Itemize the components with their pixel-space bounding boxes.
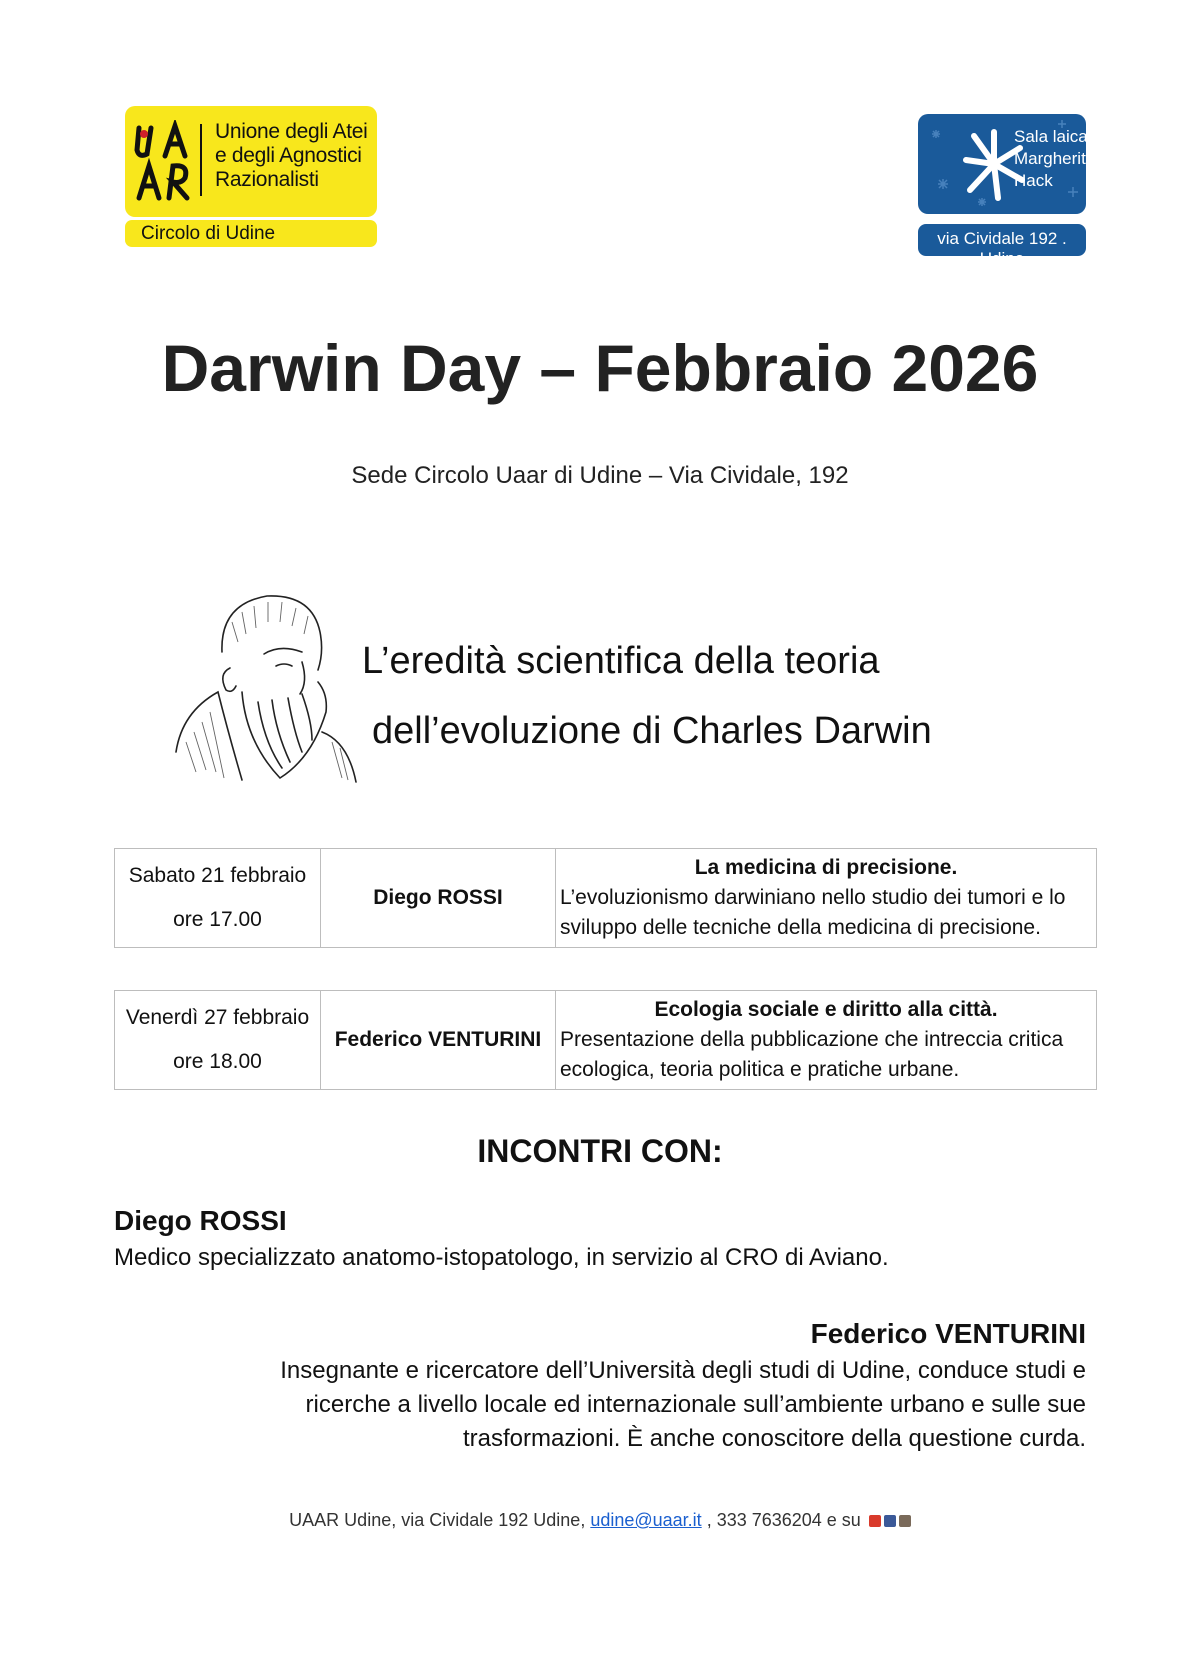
event-date-cell: [115, 991, 321, 1090]
event-topic-cell: [556, 849, 1097, 948]
footer-address: UAAR Udine, via Cividale 192 Udine,: [289, 1510, 591, 1530]
event-date: Venerdì 27 febbraio: [125, 1006, 310, 1029]
sala-address: via Cividale 192 . Udine: [937, 229, 1067, 268]
speaker-2-name: Federico VENTURINI: [810, 1318, 1086, 1349]
facebook-icon[interactable]: [884, 1515, 896, 1527]
speaker-1-name: Diego ROSSI: [114, 1205, 287, 1236]
subtitle-line-1: L’eredità scientifica della teoria: [362, 640, 880, 682]
instagram-icon[interactable]: [899, 1515, 911, 1527]
event-date-cell: [115, 849, 321, 948]
email-link[interactable]: udine@uaar.it: [590, 1510, 702, 1530]
event-topic-title: Ecologia sociale e diritto alla città.: [654, 998, 998, 1021]
subtitle-line-2: dell’evoluzione di Charles Darwin: [372, 710, 932, 752]
uaar-name-line-2: e degli Agnostici: [215, 144, 362, 167]
uaar-name-line-1: Unione degli Atei: [215, 120, 368, 143]
uaar-chapter: Circolo di Udine: [141, 223, 276, 244]
event-topic-desc: L’evoluzionismo darwiniano nello studio dei tumori e lo sviluppo delle tecniche della medicina di precisione.: [560, 886, 1066, 939]
speaker-2-bio-line-3: trasformazioni. È anche conoscitore della questione curda.: [462, 1425, 1086, 1452]
event-speaker: Diego ROSSI: [321, 849, 556, 948]
page-title: Darwin Day – Febbraio 2026: [161, 331, 1039, 405]
event-topic-desc: Presentazione della pubblicazione che intreccia critica ecologica, teoria politica e pratiche urbane.: [560, 1028, 1064, 1081]
meetings-heading: INCONTRI CON:: [477, 1133, 723, 1169]
uaar-name: [215, 120, 368, 192]
table-row: [115, 849, 1097, 948]
footer-phone: , 333 7636204 e su: [701, 1510, 866, 1530]
footer: [0, 1510, 1200, 1531]
google-plus-icon[interactable]: [869, 1515, 881, 1527]
sala-name-line-1: Sala laica: [1014, 127, 1088, 146]
darwin-portrait-icon: [172, 582, 362, 792]
speaker-1-bio: Medico specializzato anatomo-istopatologo, in servizio al CRO di Aviano.: [114, 1244, 889, 1271]
event-time: ore 18.00: [173, 1050, 262, 1073]
uaar-monogram-icon: [133, 120, 195, 204]
uaar-divider: [200, 124, 202, 196]
speaker-2-bio-line-1: Insegnante e ricercatore dell’Università degli studi di Udine, conduce studi e: [280, 1357, 1086, 1384]
table-row: [115, 991, 1097, 1090]
sala-name: [1014, 126, 1095, 192]
venue: Sede Circolo Uaar di Udine – Via Cividale, 192: [351, 462, 849, 489]
sala-name-line-3: Hack: [1014, 171, 1053, 190]
event-table-1: [114, 848, 1097, 948]
sala-logo: [918, 114, 1096, 268]
event-date: Sabato 21 febbraio: [128, 864, 307, 887]
event-topic-cell: [556, 991, 1097, 1090]
speaker-2-bio: [186, 1354, 1086, 1456]
event-table-2: [114, 990, 1097, 1090]
event-speaker: Federico VENTURINI: [321, 991, 556, 1090]
event-topic-title: La medicina di precisione.: [694, 856, 958, 879]
sala-name-line-2: Margherita: [1014, 149, 1096, 168]
uaar-logo: [125, 106, 377, 247]
event-time: ore 17.00: [173, 908, 262, 931]
speaker-2-bio-line-2: ricerche a livello locale ed internazionale sull’ambiente urbano e sulle sue: [305, 1391, 1086, 1418]
uaar-name-line-3: Razionalisti: [215, 168, 319, 191]
